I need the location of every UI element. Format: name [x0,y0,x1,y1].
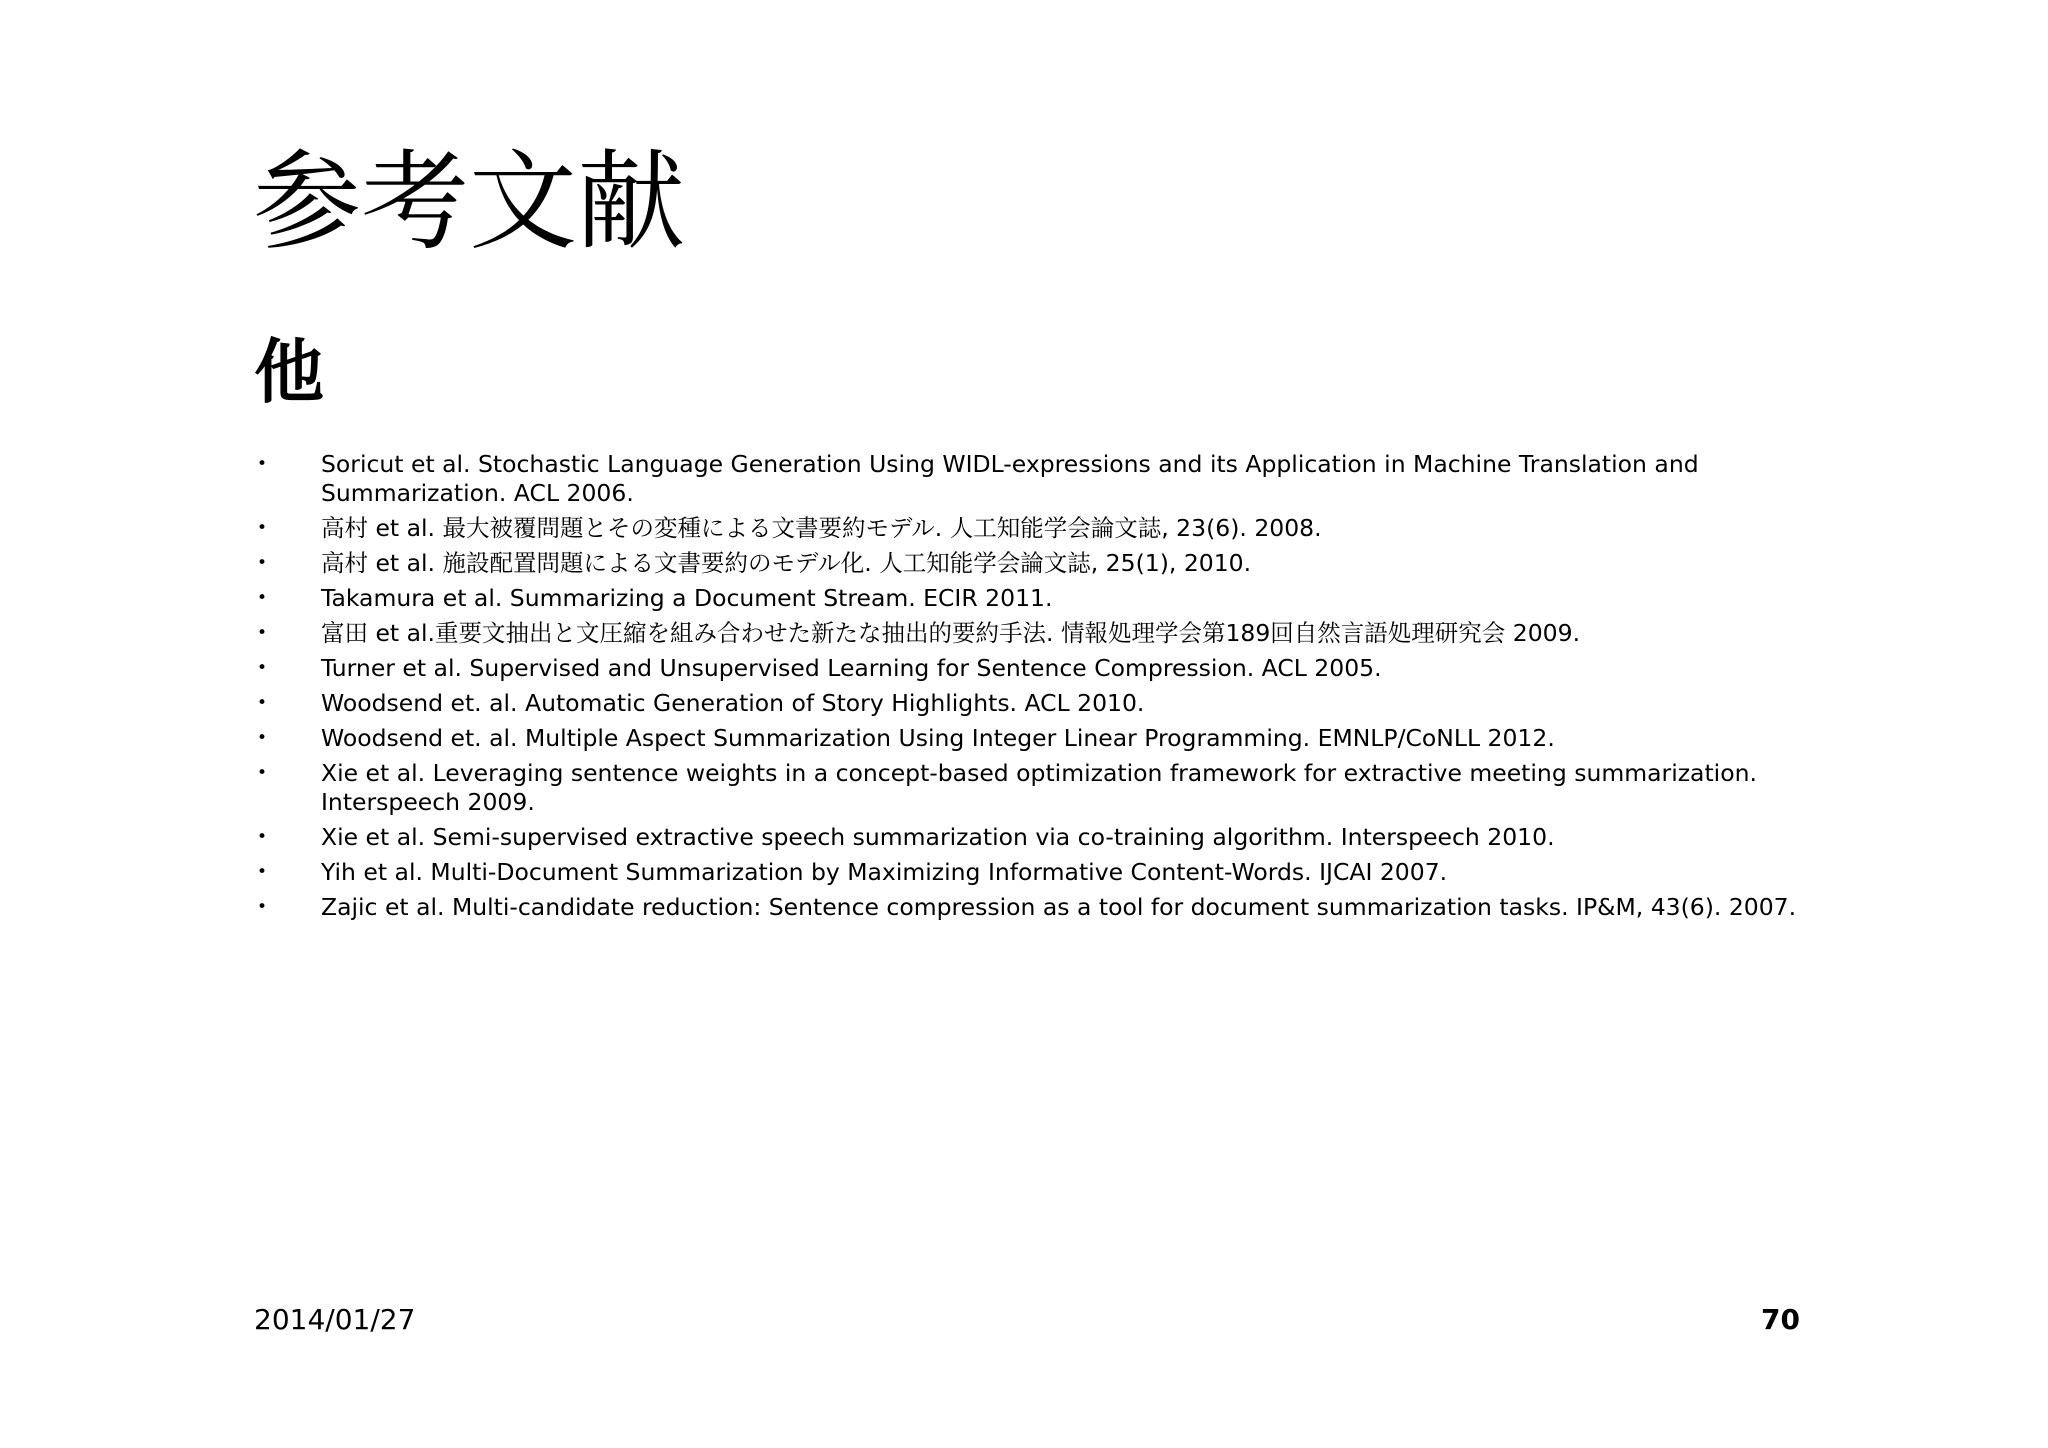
page-number: 70 [1761,1303,1800,1336]
reference-item [253,858,1813,887]
reference-text: Xie et al. Leveraging sentence weights in a concept-based optimization framework for extractive meeting summarization. Interspeech 2009. [321,759,1757,816]
bullet-icon: • [257,658,268,678]
footer-date: 2014/01/27 [254,1303,416,1336]
reference-text: 富田 et al.重要文抽出と文圧縮を組み合わせた新たな抽出的要約手法. 情報処理学会第189回自然言語処理研究会 2009. [321,619,1581,647]
reference-text: 高村 et al. 施設配置問題による文書要約のモデル化. 人工知能学会論文誌, 25(1), 2010. [321,549,1252,577]
bullet-icon: • [257,454,268,474]
reference-item [253,823,1813,852]
reference-text: Xie et al. Semi-supervised extractive speech summarization via co-training algorithm. Interspeech 2010. [321,823,1555,851]
bullet-icon: • [257,588,268,608]
reference-text: Takamura et al. Summarizing a Document Stream. ECIR 2011. [321,584,1053,612]
bullet-icon: • [257,693,268,713]
reference-text: Yih et al. Multi-Document Summarization by Maximizing Informative Content-Words. IJCAI 2007. [321,858,1448,886]
bullet-icon: • [257,763,268,783]
bullet-icon: • [257,518,268,538]
reference-list [253,450,1813,928]
reference-item [253,584,1813,613]
reference-text: Zajic et al. Multi-candidate reduction: Sentence compression as a tool for document summarization tasks. IP&M, 43(6). 2007. [321,893,1797,921]
slide-title: 参考文献 [253,140,686,265]
reference-item [253,619,1813,648]
reference-text: Woodsend et. al. Multiple Aspect Summarization Using Integer Linear Programming. EMNLP/CoNLL 2012. [321,724,1555,752]
bullet-icon: • [257,827,268,847]
reference-item [253,450,1813,508]
bullet-icon: • [257,897,268,917]
bullet-icon: • [257,623,268,643]
bullet-icon: • [257,728,268,748]
reference-text: Soricut et al. Stochastic Language Generation Using WIDL-expressions and its Application in Machine Translation and Summarization. ACL 2006. [321,450,1699,507]
reference-item [253,689,1813,718]
reference-item [253,724,1813,753]
section-heading: 他 [254,331,324,413]
reference-item [253,654,1813,683]
reference-item [253,549,1813,578]
reference-text: Woodsend et. al. Automatic Generation of Story Highlights. ACL 2010. [321,689,1145,717]
bullet-icon: • [257,862,268,882]
reference-item [253,893,1813,922]
bullet-icon: • [257,553,268,573]
reference-text: Turner et al. Supervised and Unsupervised Learning for Sentence Compression. ACL 2005. [321,654,1382,682]
reference-item [253,514,1813,543]
reference-text: 高村 et al. 最大被覆問題とその変種による文書要約モデル. 人工知能学会論文誌, 23(6). 2008. [321,514,1322,542]
reference-item [253,759,1813,817]
